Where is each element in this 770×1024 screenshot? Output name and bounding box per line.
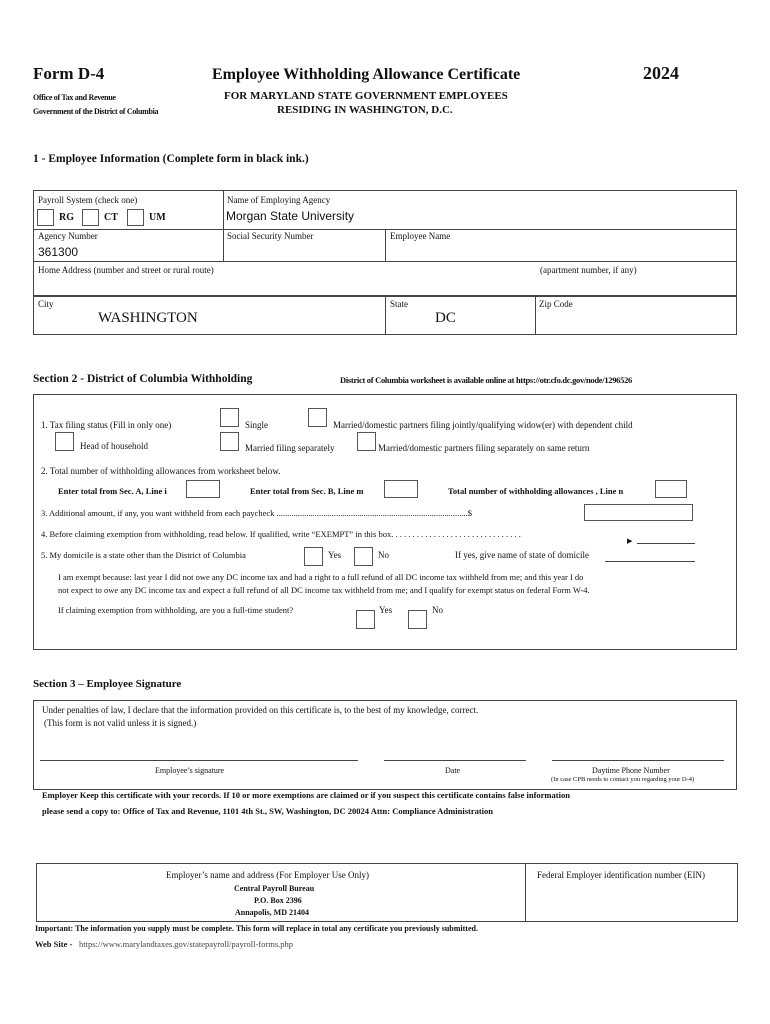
phone-label: Daytime Phone Number (592, 766, 670, 775)
form-title: Employee Withholding Allowance Certificate (212, 66, 521, 83)
single-checkbox[interactable] (220, 408, 239, 427)
filing-status-label: 1. Tax filing status (Fill in only one) (41, 420, 172, 430)
hoh-label: Head of household (80, 441, 148, 451)
student-yes-checkbox[interactable] (356, 610, 375, 629)
date-label: Date (445, 766, 461, 775)
home-address-field[interactable] (36, 277, 536, 293)
hoh-checkbox[interactable] (55, 432, 74, 451)
signature-line[interactable] (40, 760, 358, 761)
arrow-right-icon: ▶ (627, 537, 633, 545)
city-field[interactable]: WASHINGTON (98, 310, 198, 326)
line2-label: 2. Total number of withholding allowances from worksheet below. (41, 466, 281, 476)
mfs-checkbox[interactable] (220, 432, 239, 451)
employer-keep-line-2: please send a copy to: Office of Tax and Revenue, 1101 4th St., SW, Washington, DC 20024 Attn: Compliance Administration (42, 806, 494, 816)
ssn-label: Social Security Number (227, 231, 314, 241)
section3-heading: Section 3 – Employee Signature (33, 678, 182, 690)
section1-heading: 1 - Employee Information (Complete form in black ink.) (33, 153, 309, 165)
line2-total-input[interactable] (655, 480, 687, 498)
student-no-label: No (432, 605, 443, 615)
payroll-ct-checkbox[interactable] (82, 209, 99, 226)
mfj-checkbox[interactable] (308, 408, 327, 427)
zip-field[interactable] (537, 312, 733, 330)
employee-name-label: Employee Name (390, 231, 451, 241)
employer-name-address-label: Employer’s name and address (For Employer Use Only) (166, 870, 370, 880)
mfs-label: Married filing separately (245, 443, 335, 453)
line2-b-input[interactable] (384, 480, 418, 498)
agency-number-label: Agency Number (38, 231, 98, 241)
line2-a-input[interactable] (186, 480, 220, 498)
student-label: If claiming exemption from withholding, are you a full-time student? (58, 605, 294, 615)
domicile-state-input[interactable] (605, 561, 695, 562)
subtitle-line-1: FOR MARYLAND STATE GOVERNMENT EMPLOYEES (224, 90, 508, 102)
student-yes-label: Yes (379, 605, 393, 615)
mfs-same-label: Married/domestic partners filing separately on same return (378, 443, 590, 453)
payroll-um-label: UM (149, 212, 166, 223)
agency-name-label: Name of Employing Agency (227, 195, 331, 205)
payroll-system-label: Payroll System (check one) (38, 195, 138, 205)
exempt-input-line[interactable] (637, 543, 695, 544)
line2-b-label: Enter total from Sec. B, Line m (250, 486, 364, 496)
employee-name-field[interactable] (388, 243, 733, 261)
additional-amount-input[interactable] (584, 504, 693, 521)
worksheet-note: District of Columbia worksheet is available online at https://otr.cfo.dc.gov/node/1296526 (340, 375, 632, 385)
employer-keep-line-1: Employer Keep this certificate with your records. If 10 or more exemptions are claimed or if you suspect this certificate contains false information (42, 790, 570, 800)
agency-number-field[interactable]: 361300 (38, 245, 79, 259)
mfj-label: Married/domestic partners filing jointly/qualifying widow(er) with dependent child (333, 420, 633, 430)
phone-line[interactable] (552, 760, 724, 761)
line5-label: 5. My domicile is a state other than the District of Columbia (41, 550, 246, 560)
bureau-line-1: Central Payroll Bureau (234, 884, 315, 893)
ein-label: Federal Employer identification number (EIN) (537, 870, 705, 880)
bureau-line-2: P.O. Box 2396 (254, 896, 302, 905)
agency-name-field[interactable]: Morgan State University (226, 209, 355, 223)
section2-heading: Section 2 - District of Columbia Withholding (33, 373, 253, 385)
form-id: Form D-4 (33, 64, 105, 83)
important-note: Important: The information you supply must be complete. This form will replace in total any certificate you previously submitted. (35, 924, 478, 933)
signature-label: Employee’s signature (155, 766, 225, 775)
exempt-text-1: I am exempt because: last year I did not owe any DC income tax and had a right to a full refund of all DC income tax withheld from me; and this year I do (58, 572, 584, 582)
payroll-rg-label: RG (59, 212, 74, 223)
agency-line-1: Office of Tax and Revenue (33, 93, 116, 102)
form-year: 2024 (643, 63, 679, 83)
domicile-no-checkbox[interactable] (354, 547, 373, 566)
valid-note: (This form is not valid unless it is signed.) (44, 718, 197, 728)
website-link[interactable]: https://www.marylandtaxes.gov/statepayroll/payroll-forms.php (79, 939, 294, 949)
domicile-state-label: If yes, give name of state of domicile (455, 550, 589, 560)
website-prefix: Web Site - (35, 939, 73, 949)
ssn-field[interactable] (225, 243, 383, 261)
phone-note: (In case CPB needs to contact you regarding your D-4) (551, 776, 695, 783)
domicile-yes-label: Yes (328, 550, 342, 560)
date-line[interactable] (384, 760, 526, 761)
agency-line-2: Government of the District of Columbia (33, 107, 159, 116)
line2-a-label: Enter total from Sec. A, Line i (58, 486, 167, 496)
subtitle-line-2: RESIDING IN WASHINGTON, D.C. (277, 104, 453, 116)
line4-label: 4. Before claiming exemption from withholding, read below. If qualified, write “EXEMPT” in this box. . . . . . . . . . . . . . . . . . . . . . . . . . . . . . . (41, 529, 521, 539)
apartment-label: (apartment number, if any) (540, 265, 637, 275)
bureau-line-3: Annapolis, MD 21404 (235, 908, 310, 917)
state-field[interactable]: DC (435, 310, 456, 326)
domicile-yes-checkbox[interactable] (304, 547, 323, 566)
exempt-text-2: not expect to owe any DC income tax and expect a full refund of all DC income tax withheld from me; and I qualify for exempt status on federal Form W-4. (58, 585, 590, 595)
line2-total-label: Total number of withholding allowances , Line n (448, 486, 624, 496)
payroll-rg-checkbox[interactable] (37, 209, 54, 226)
line3-label: 3. Additional amount, if any, you want withheld from each paycheck ..........................................................................................$ (41, 508, 472, 518)
mfs-same-checkbox[interactable] (357, 432, 376, 451)
domicile-no-label: No (378, 550, 389, 560)
state-label: State (390, 299, 408, 309)
student-no-checkbox[interactable] (408, 610, 427, 629)
home-address-label: Home Address (number and street or rural route) (38, 265, 214, 275)
zip-label: Zip Code (539, 299, 573, 309)
single-label: Single (245, 420, 269, 430)
payroll-um-checkbox[interactable] (127, 209, 144, 226)
payroll-ct-label: CT (104, 212, 118, 223)
penalty-text: Under penalties of law, I declare that the information provided on this certificate is, to the best of my knowledge, correct. (42, 705, 479, 715)
city-label: City (38, 299, 54, 309)
